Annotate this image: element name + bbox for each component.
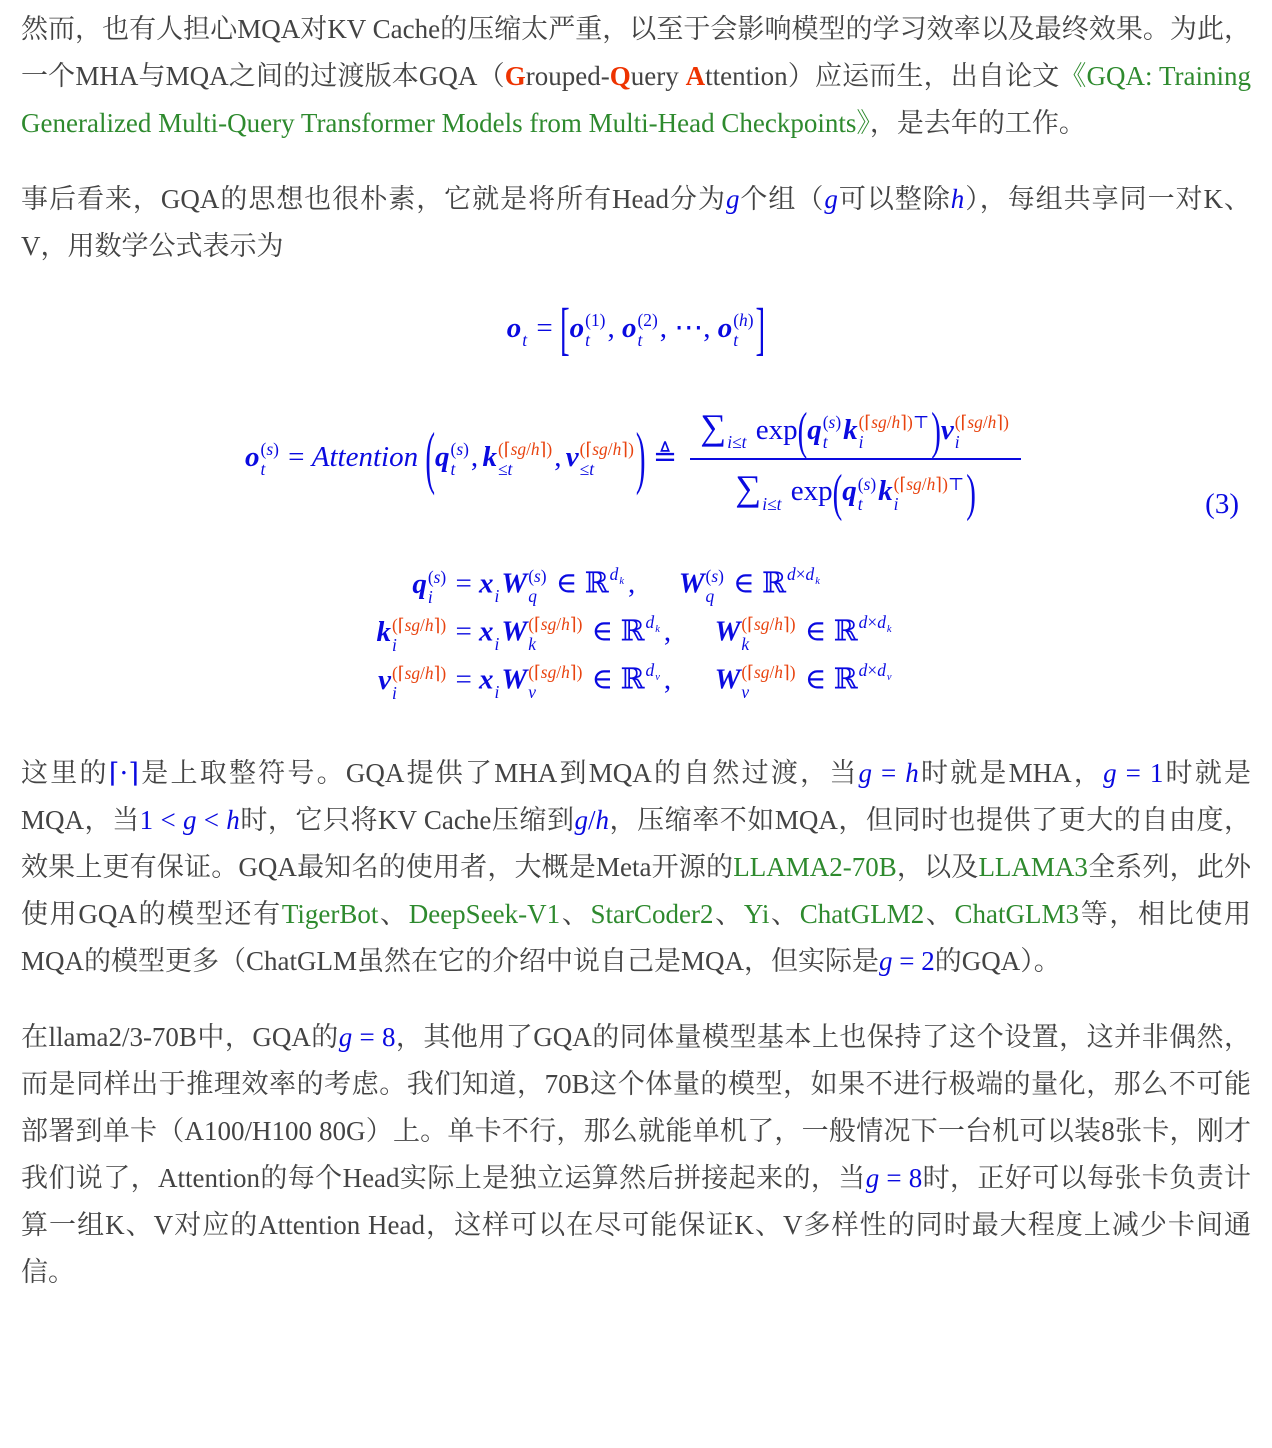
inline-math: g [725, 184, 740, 214]
script-stack: (⌈sg/h⌉) k [528, 614, 583, 655]
script-stack: d×d k [858, 612, 892, 636]
emphasis-letter: G [504, 61, 526, 91]
link[interactable]: 《GQA: Training Generalized Multi-Query Transformer Models from Multi-Head Checkpoints》 [21, 61, 1251, 138]
script-stack: (⌈sg/h⌉) k [741, 614, 796, 655]
script-stack: (⌈sg/h⌉) i [391, 662, 447, 703]
script-stack: (s) q [528, 566, 547, 607]
script-stack: d k [609, 564, 624, 588]
script-stack: k [886, 624, 892, 636]
link[interactable]: Yi [743, 899, 770, 930]
inline-math: g = 8 [338, 1022, 396, 1053]
script-stack: i≤t [762, 493, 782, 514]
script-stack: (⌈sg/h⌉) ≤t [579, 439, 634, 480]
script-stack: (⌈sg/h⌉) v [528, 662, 583, 703]
script-stack: d v [645, 660, 660, 684]
equation-row-rhs: = x i W (⌈sg/h⌉) v ∈ ℝ d v , W (⌈sg/h⌉) v ∈ ℝ d×d v [448, 660, 892, 703]
script-stack: v [886, 672, 892, 684]
body-text: 等，相比使用MQA的模型更多（ChatGLM虽然在它的介绍中说自己是MQA，但实际是 [21, 899, 1252, 977]
equation-row-rhs: = x i W (⌈sg/h⌉) k ∈ ℝ d k , W (⌈sg/h⌉) k ∈ ℝ d×d k [448, 612, 892, 655]
body-text: ，以及 [896, 852, 979, 883]
body-text: 是上取整符号。GQA提供了MHA到MQA的自然过渡，当 [139, 758, 859, 789]
body-text: ，压缩率不如MQA，但同时也提供了更大的自由度，效果上更有保证。GQA最知名的使用者，大概是Meta开源的 [21, 805, 1251, 883]
body-text: 个组（ [739, 184, 825, 214]
equation-row-lhs: v (⌈sg/h⌉) i [378, 662, 447, 703]
body-text: 这里的 [21, 758, 109, 789]
script-stack: k [815, 576, 820, 588]
body-text: rouped- [525, 61, 610, 91]
script-stack: (s) t [822, 412, 842, 453]
equation-row-lhs: q (s) i [412, 566, 447, 607]
body-text: 、 [560, 899, 591, 930]
script-stack: (s) i [427, 566, 447, 607]
body-text: 然而，也有人担心MQA对KV Cache的压缩太严重，以至于会影响模型的学习效率以及最终效果。为此，一个MHA与MQA之间的过渡版本GQA（ [21, 14, 1251, 91]
script-stack: i [494, 586, 500, 607]
script-stack: k [655, 624, 660, 636]
fraction: ∑ i≤t exp(q (s) t k (⌈sg/h⌉)⊤ i )v (⌈sg/h⌉) i ∑ i≤t exp(q (s) t k (⌈sg/h⌉)⊤ i ) [690, 399, 1021, 520]
link[interactable]: TigerBot [281, 899, 379, 930]
link[interactable]: ChatGLM3 [954, 899, 1080, 930]
body-text: ），每组共享同一对K、V，用数学公式表示为 [21, 184, 1252, 261]
body-text: 的GQA）。 [934, 946, 1061, 977]
equation-attention-definition [21, 384, 1251, 534]
script-stack: (1) t [585, 310, 606, 351]
body-text: 、 [713, 899, 744, 930]
paragraph-llama-g8 [21, 1014, 1251, 1296]
script-stack: k [619, 576, 624, 588]
script-stack: i [494, 634, 500, 655]
inline-math: g/h [574, 805, 610, 836]
script-stack: d×d v [858, 660, 892, 684]
script-stack: t [522, 330, 528, 351]
equation-attention-body: o (s) t = Attention (q (s) t , k (⌈sg/h⌉) ≤t , v (⌈sg/h⌉) ≤t ) ≜ ∑ i≤t exp(q (s) t k (⌈sg/h⌉)⊤ i )v (⌈sg/h⌉) i ∑ i≤t exp(q (s) t k (⌈sg/h⌉)⊤ i ) [245, 399, 1027, 520]
body-text: ，其他用了GQA的同体量模型基本上也保持了这个设置，这并非偶然，而是同样出于推理效率的考虑。我们知道，70B这个体量的模型，如果不进行极端的量化，那么不可能部署到单卡（A100/H100 80G）上。单卡不行，那么就能单机了，一般情况下一台机可以装8张卡，刚才我们说了，Attention的每个Head实际上是独立运算然后拼接起来的，当 [21, 1022, 1251, 1194]
body-text: 时就是MQA，当 [21, 758, 1252, 836]
script-stack: i≤t [727, 432, 747, 453]
script-stack: (⌈sg/h⌉)⊤ i [893, 473, 965, 514]
body-text: uery [630, 61, 686, 91]
script-stack: d k [645, 612, 660, 636]
inline-math: h [950, 184, 965, 214]
paragraph-intro-gqa [21, 6, 1251, 147]
script-stack: (2) t [637, 310, 658, 351]
body-text: 全系列，此外使用GQA的模型还有 [21, 852, 1251, 930]
link[interactable]: DeepSeek-V1 [408, 899, 561, 930]
script-stack: (s) t [260, 439, 279, 480]
link[interactable]: StarCoder2 [590, 899, 714, 930]
body-text: 事后看来，GQA的思想也很朴素，它就是将所有Head分为 [21, 184, 726, 214]
script-stack: (⌈sg/h⌉) v [741, 662, 796, 703]
link[interactable]: ChatGLM2 [799, 899, 925, 930]
script-stack: (s) q [705, 566, 724, 607]
body-text: 可以整除 [837, 184, 951, 214]
body-text: 、 [378, 899, 409, 930]
script-stack: (h) t [733, 310, 754, 351]
body-text: 时就是MHA， [918, 758, 1104, 789]
equation-output-concat: o t = [o (1) t , o (2) t , ⋯, o (h) t ] [506, 298, 766, 363]
inline-math: g = 1 [1103, 758, 1164, 789]
body-text: 在llama2/3-70B中，GQA的 [21, 1022, 339, 1053]
equation-number: (3) [1205, 488, 1239, 521]
script-stack: (s) t [857, 473, 877, 514]
emphasis-letter: A [685, 61, 706, 91]
paragraph-gqa-idea [21, 176, 1251, 270]
body-text: ，是去年的工作。 [869, 108, 1086, 138]
script-stack: (⌈sg/h⌉)⊤ i [858, 412, 930, 453]
inline-math: ⌈⋅⌉ [108, 758, 140, 789]
inline-math: 1 < g < h [139, 805, 240, 836]
script-stack: d×d k [786, 564, 820, 588]
paragraph-gqa-transition [21, 750, 1251, 985]
script-stack: (⌈sg/h⌉) ≤t [497, 439, 553, 480]
script-stack: (⌈sg/h⌉) i [391, 614, 447, 655]
body-text: 时，它只将KV Cache压缩到 [239, 805, 575, 836]
inline-math: g [824, 184, 838, 214]
script-stack: (s) t [450, 439, 469, 480]
script-stack: i [494, 682, 500, 703]
body-text: ttention）应运而生，出自论文 [705, 61, 1060, 91]
script-stack: (⌈sg/h⌉) i [954, 412, 1009, 453]
equation-row-lhs: k (⌈sg/h⌉) i [376, 614, 447, 655]
link[interactable]: LLAMA3 [978, 852, 1088, 883]
link[interactable]: LLAMA2-70B [733, 852, 897, 883]
inline-math: g = 2 [879, 946, 935, 977]
equation-projection-definitions [376, 564, 895, 704]
script-stack: v [655, 672, 660, 684]
equation-row-rhs: = x i W (s) q ∈ ℝ d k , W (s) q ∈ ℝ d×d k [448, 564, 820, 607]
emphasis-letter: Q [609, 61, 631, 91]
body-text: 、 [924, 899, 955, 930]
inline-math: g = 8 [865, 1163, 923, 1194]
inline-math: g = h [858, 758, 919, 789]
body-text: 、 [769, 899, 800, 930]
body-text: 时，正好可以每张卡负责计算一组K、V对应的Attention Head，这样可以在尽可能保证K、V多样性的同时最大程度上减少卡间通信。 [21, 1163, 1252, 1288]
